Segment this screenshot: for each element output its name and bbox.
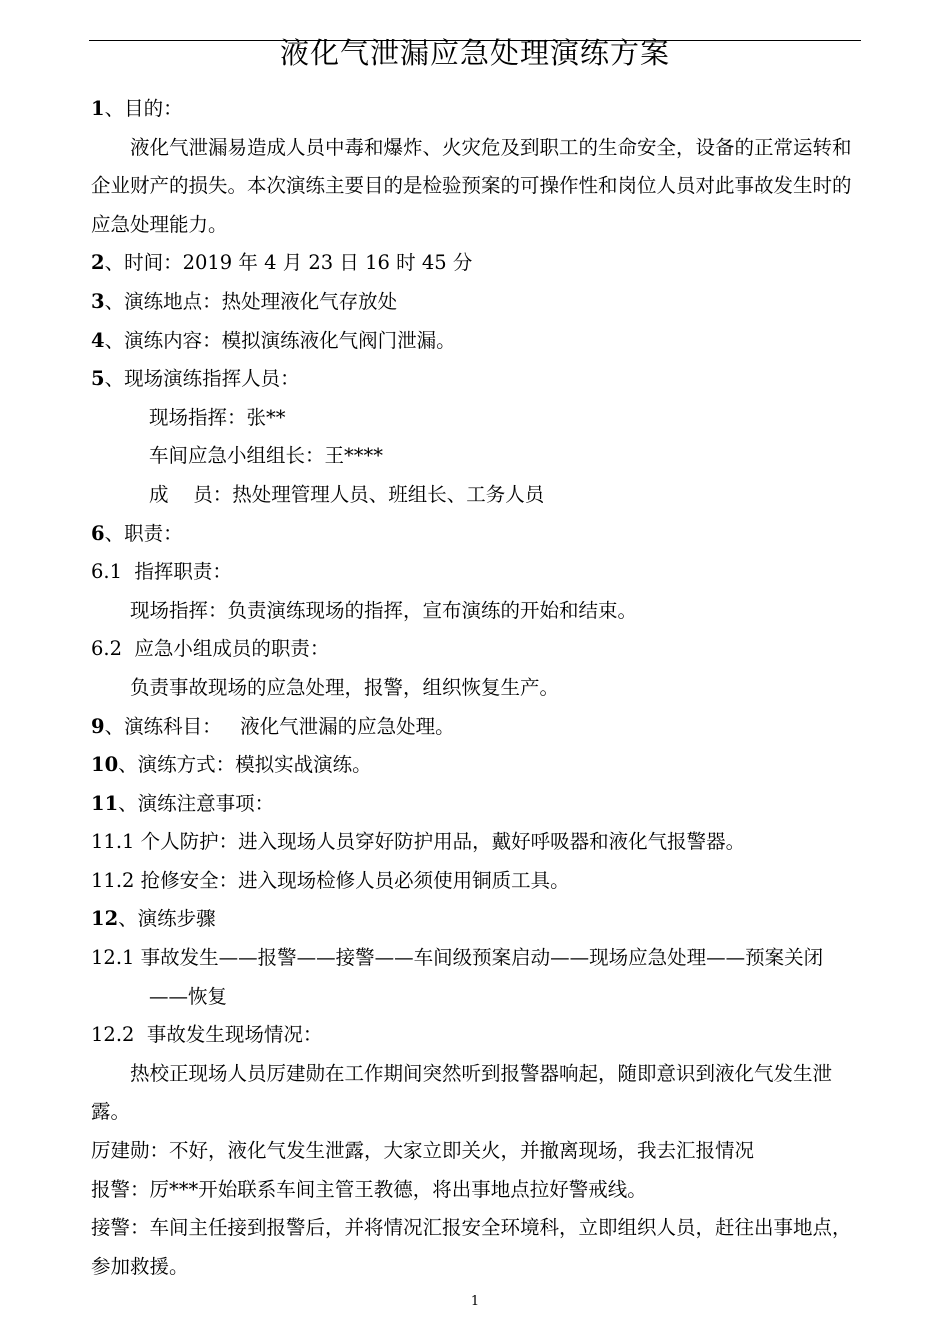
section-6-2-heading: 6.2 应急小组成员的职责： (91, 637, 330, 661)
document-body (91, 90, 861, 1286)
dialogue-li-line: 厉建勋：不好，液化气发生泄露，大家立即关火，并撤离现场，我去汇报情况 (91, 1139, 755, 1163)
section-12-2-heading: 12.2 事故发生现场情况： (91, 1023, 323, 1047)
section-3-line: 3、演练地点：热处理液化气存放处 (91, 289, 398, 313)
section-11-2-line: 11.2 抢修安全：进入现场检修人员必须使用铜质工具。 (91, 868, 570, 892)
section-6-heading: 6、职责： (91, 521, 183, 545)
team-leader-line: 车间应急小组组长：王**** (149, 444, 384, 468)
section-5-heading: 5、现场演练指挥人员： (91, 367, 300, 391)
section-2-line: 2、时间：2019 年 4 月 23 日 16 时 45 分 (91, 251, 473, 275)
section-12-2-text: 热校正现场人员厉建勋在工作期间突然听到报警器响起，随即意识到液化气发生泄露。 (91, 1061, 833, 1124)
section-9-line: 9、演练科目： 液化气泄漏的应急处理。 (91, 714, 455, 738)
section-12-heading: 12、演练步骤 (91, 907, 216, 931)
document-title: 液化气泄漏应急处理演练方案 (279, 36, 670, 70)
receive-alarm-line: 接警：车间主任接到报警后，并将情况汇报安全环境科，立即组织人员，赶往出事地点，参加救援。 (91, 1216, 852, 1278)
section-12-1-line: 12.1 事故发生——报警——接警——车间级预案启动——现场应急处理——预案关闭——恢复 (91, 946, 824, 1008)
section-11-1-line: 11.1 个人防护：进入现场人员穿好防护用品，戴好呼吸器和液化气报警器。 (91, 830, 746, 854)
page-number: 1 (470, 1294, 480, 1309)
section-10-line: 10、演练方式：模拟实战演练。 (91, 753, 372, 777)
section-1-paragraph: 液化气泄漏易造成人员中毒和爆炸、火灾危及到职工的生命安全，设备的正常运转和企业财产的损失。本次演练主要目的是检验预案的可操作性和岗位人员对此事故发生时的应急处理能力。 (91, 135, 852, 236)
section-6-1-heading: 6.1 指挥职责： (91, 560, 232, 584)
commander-line: 现场指挥：张** (149, 405, 286, 429)
section-4-line: 4、演练内容：模拟演练液化气阀门泄漏。 (91, 328, 456, 352)
section-6-1-text: 现场指挥：负责演练现场的指挥，宣布演练的开始和结束。 (130, 598, 638, 622)
section-number: 1 (91, 97, 105, 120)
section-1-heading: 1、目的： (91, 97, 183, 120)
section-11-heading: 11、演练注意事项： (91, 791, 275, 815)
section-6-2-text: 负责事故现场的应急处理，报警，组织恢复生产。 (130, 675, 560, 699)
members-line: 成 员：热处理管理人员、班组长、工务人员 (149, 482, 545, 506)
alarm-line: 报警：厉***开始联系车间主管王教德，将出事地点拉好警戒线。 (91, 1177, 647, 1201)
